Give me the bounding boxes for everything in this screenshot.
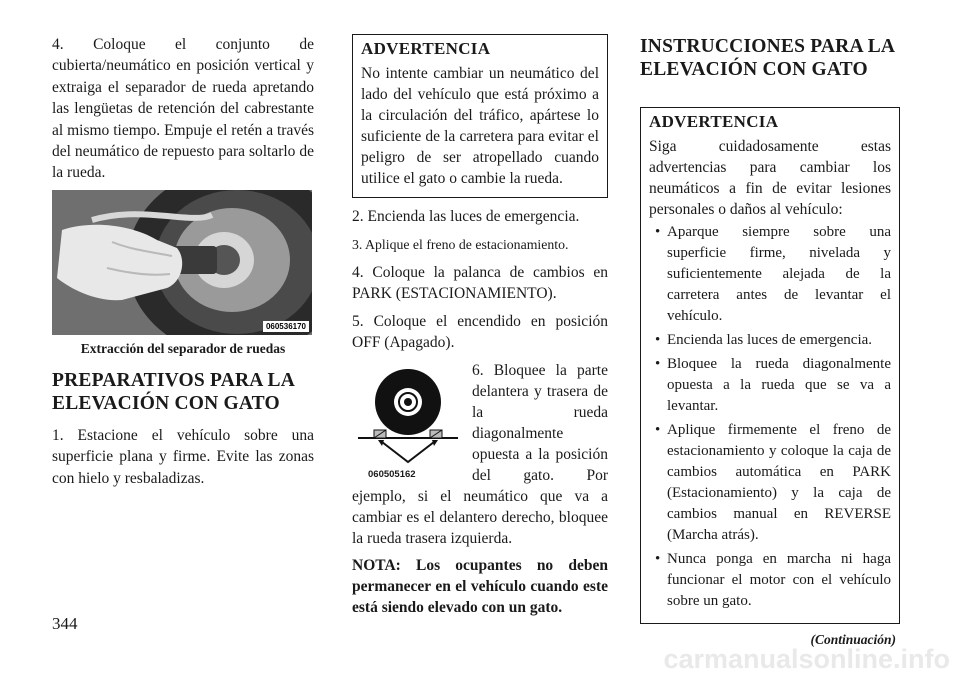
photo-code: 060536170 (263, 321, 309, 332)
column-right (640, 34, 900, 648)
note-occupants: NOTA: Los ocupantes no deben permanecer en el vehículo cuando este está siendo elevado con un gato. (352, 557, 608, 616)
step-3-parking-brake: 3. Aplique el freno de estacionamiento. (352, 237, 569, 252)
bullet-item: • Encienda las luces de emergencia. (655, 332, 873, 348)
step-5-ignition-off: 5. Coloque el encendido en posición OFF (Apagado). (352, 313, 608, 351)
page-number: 344 (52, 614, 78, 633)
warning-title: ADVERTENCIA (361, 39, 491, 58)
column-middle (352, 34, 608, 618)
spacer-removal-photo (52, 190, 312, 335)
warning-box-jacking (640, 107, 900, 624)
photo-caption: Extracción del separador de ruedas (80, 340, 286, 356)
continuation-label: (Continuación) (810, 632, 896, 647)
bullet-item: • Aparque siempre sobre una superficie firme, nivelada y suficientemente alejada de la carretera antes de levantar el vehículo. (655, 224, 891, 324)
warning-bullet-list (649, 222, 891, 612)
step-6-block (352, 360, 608, 549)
step-1-park: 1. Estacione el vehículo sobre una superficie plana y firme. Evite las zonas con hielo y resbaladizas. (52, 426, 314, 487)
warning-title: ADVERTENCIA (649, 112, 779, 131)
watermark-text: carmanualsonline.info (663, 644, 950, 674)
step-4-shift-park: 4. Coloque la palanca de cambios en PARK (ESTACIONAMIENTO). (352, 264, 608, 302)
wheel-hand-illustration (52, 190, 312, 335)
step-4-remove-spacer: 4. Coloque el conjunto de cubierta/neumático en posición vertical y extraiga el separador de rueda apretando las lengüetas de retención del cabrestante al mismo tiempo. Empuje el retén a través del neumático de repuesto para soltarlo de la rueda. (52, 36, 314, 182)
chocked-wheel-icon (352, 362, 468, 466)
column-left (52, 34, 314, 489)
bullet-item: • Aplique firmemente el freno de estacionamiento y coloque la caja de cambios automática en PARK (Estacionamiento) y la caja de cambios manual en REVERSE (Marcha atrás). (655, 422, 891, 543)
warning-intro: Siga cuidadosamente estas advertencias para cambiar los neumáticos a fin de evitar lesiones personales o daños al vehículo: (649, 138, 891, 218)
section-heading-jacking: INSTRUCCIONES PARA LA ELEVACIÓN CON GATO (640, 36, 895, 80)
bullet-item: • Nunca ponga en marcha ni haga funcionar el motor con el vehículo sobre un gato. (655, 551, 891, 609)
warning-text: No intente cambiar un neumático del lado del vehículo que está próximo a la circulación del tráfico, apártese lo suficiente de la carretera para evitar el peligro de ser atropellado cuando utilice el gato o cambie la rueda. (361, 65, 599, 187)
bullet-item: • Bloquee la rueda diagonalmente opuesta a la rueda que se va a levantar. (655, 356, 891, 414)
wheel-chock-diagram (352, 362, 468, 482)
diagram-code: 060505162 (368, 469, 416, 480)
step-2-hazard-lights: 2. Encienda las luces de emergencia. (352, 208, 580, 225)
section-heading-preparation: PREPARATIVOS PARA LA ELEVACIÓN CON GATO (52, 369, 294, 414)
step-6-text: 6. Bloquee la parte delantera y trasera de la rueda diagonalmente opuesta a la posición del gato. Por ejemplo, si el neumático que va a cambiar es el delantero derecho, bloquee la rueda trasera izquierda. (352, 362, 608, 547)
warning-box-traffic (352, 34, 608, 198)
